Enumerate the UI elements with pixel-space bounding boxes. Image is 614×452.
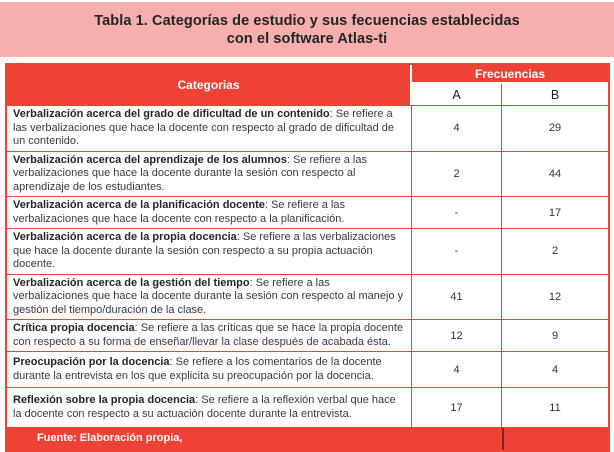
- category-cell: [7, 388, 412, 427]
- frequency-b-value: 9: [551, 329, 559, 342]
- table-title-line2: con el software Atlas-ti: [226, 30, 388, 47]
- category-term: Verbalización acerca de la gestión del tiempo: [13, 276, 250, 289]
- category-description: : Se refiere a los comentarios de la docente durante la entrevista en los que explicita su preocupación por la docencia.: [13, 356, 382, 382]
- category-description: : Se refiere a las verbalizaciones que hace la docente durante la sesión con respecto al manejo y gestión del tiempo/duración de la clase.: [13, 276, 404, 316]
- frequency-a-value: 2: [412, 152, 502, 197]
- table-body: [7, 105, 608, 427]
- frequency-a-value: 12: [412, 320, 502, 351]
- table-row: [7, 228, 608, 274]
- category-cell: [7, 320, 412, 351]
- header-subcolumns: [412, 84, 608, 105]
- frequency-a-value: -: [412, 197, 502, 228]
- table-row: [7, 387, 608, 427]
- frequency-a-value: 4: [412, 106, 502, 151]
- table-source-footer: Fuente: Elaboración propia,: [7, 427, 608, 450]
- frequency-b-value: 44: [548, 167, 562, 180]
- table-row: [7, 151, 608, 197]
- category-description: : Se refiere a las verbalizaciones que hace la docente durante la sesión con respecto a su propia actuación docente.: [13, 231, 396, 270]
- frequency-a-value: 41: [412, 275, 502, 320]
- header-frequencies-group: [412, 65, 608, 105]
- frequency-a-value: -: [412, 229, 502, 274]
- table-row: [7, 105, 608, 151]
- categories-frequencies-table: [5, 63, 610, 452]
- header-frequencies: Frecuencias: [412, 65, 608, 84]
- table-row: [7, 351, 608, 387]
- frequency-a-value: 4: [412, 352, 502, 387]
- frequency-b-value: 17: [548, 206, 562, 219]
- table-row: [7, 274, 608, 320]
- table-header: [7, 65, 608, 105]
- table-title-line1: Tabla 1. Categorías de estudio y sus fecuencias establecidas: [94, 12, 520, 29]
- category-term: Crítica propia docencia: [13, 322, 135, 334]
- category-description: : Se refiere a la reflexión verbal que hace la docente con respecto a su actuación docente durante la entrevista.: [13, 394, 396, 420]
- table-row: [7, 319, 608, 351]
- category-cell: [7, 352, 412, 387]
- category-term: Reflexión sobre la propia docencia: [13, 394, 196, 406]
- category-term: Preocupación por la docencia: [13, 356, 170, 368]
- category-description: : Se refiere a las verbalizaciones que hace la docente con respecto a la planificación.: [13, 199, 345, 225]
- category-term: Verbalización acerca de la planificación docente: [13, 199, 265, 211]
- category-term: Verbalización acerca del grado de dificultad de un contenido: [13, 108, 330, 120]
- frequency-b-value: 2: [551, 245, 559, 258]
- category-cell: [7, 106, 412, 151]
- table-title: [0, 2, 614, 57]
- category-term: Verbalización acerca del aprendizaje de los alumnos: [13, 153, 287, 166]
- category-cell: [7, 275, 412, 320]
- header-categories: Categorias: [7, 65, 412, 105]
- category-description: : Se refiere a las verbalizaciones que hace la docente con respecto al grado de dificultad de un contenido.: [13, 108, 394, 147]
- frequency-b-value: 4: [551, 363, 559, 376]
- table-row: [7, 196, 608, 228]
- header-column-a: A: [412, 84, 502, 105]
- category-term: Verbalización acerca de la propia docencia: [13, 231, 237, 243]
- category-description: : Se refiere a las verbalizaciones que hace la docente durante la sesión con respecto al aprendizaje de los estudiantes.: [13, 153, 367, 193]
- category-description: : Se refiere a las críticas que se hace la propia docente con respecto a su forma de enseñar/llevar la clase después de acabada ésta.: [13, 322, 404, 348]
- frequency-b-value: 12: [548, 290, 562, 303]
- category-cell: [7, 197, 412, 228]
- frequency-a-value: 17: [412, 388, 502, 427]
- frequency-b-value: 29: [548, 122, 562, 135]
- category-cell: [7, 152, 412, 197]
- header-column-b: B: [502, 84, 608, 105]
- category-cell: [7, 229, 412, 274]
- frequency-b-value: 11: [549, 401, 561, 414]
